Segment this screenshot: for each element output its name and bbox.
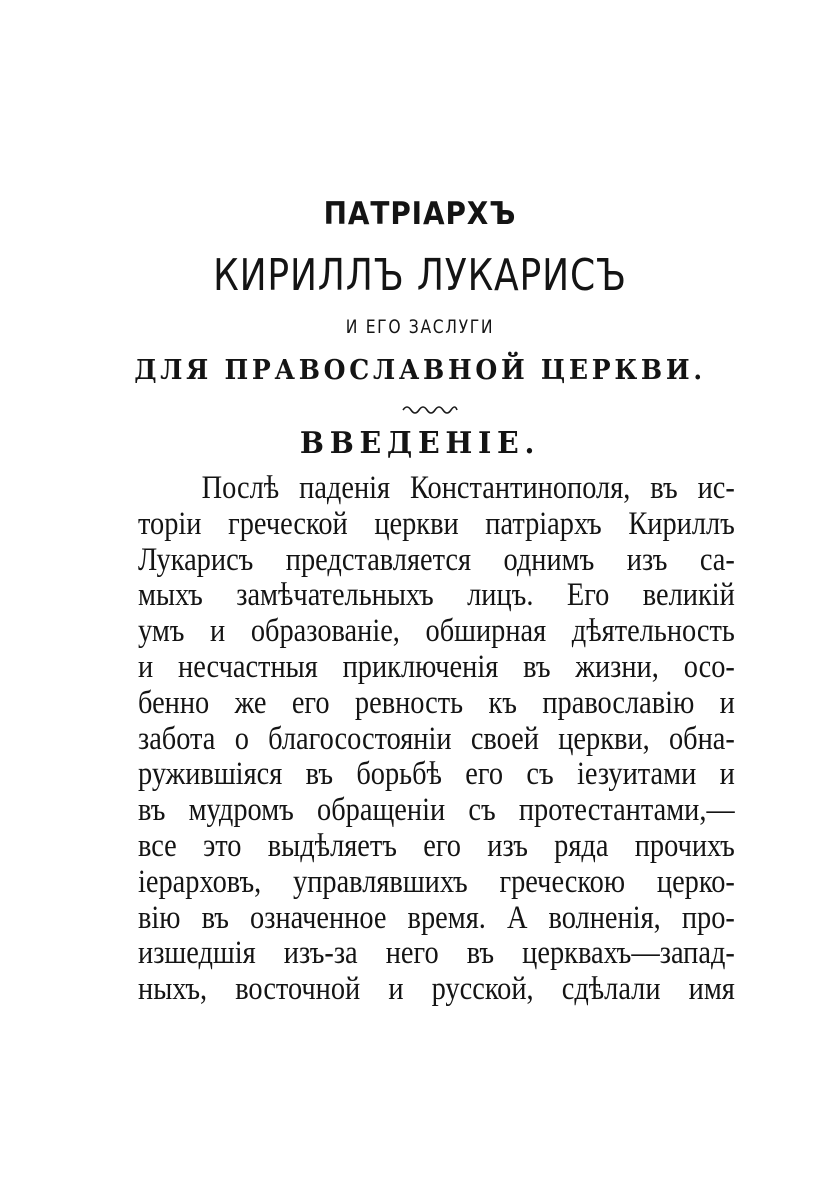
body-line: іерарховъ, управлявшихъ греческою церко- <box>138 864 735 900</box>
body-line: въ мудромъ обращеніи съ протестантами,— <box>138 793 735 829</box>
body-text <box>138 471 735 1008</box>
title-line-merits: И ЕГО ЗАСЛУГИ <box>345 316 495 338</box>
body-line: торіи греческой церкви патріархъ Кириллъ <box>138 506 735 542</box>
body-line: бенно же его ревность къ православію и <box>138 685 735 721</box>
title-line-patriarch: ПАТРІАРХЪ <box>323 196 517 232</box>
body-line: умъ и образованіе, обширная дѣятельность <box>138 614 735 650</box>
title-line-name: КИРИЛЛЪ ЛУКАРИСЪ <box>213 250 627 301</box>
title-line-church: ДЛЯ ПРАВОСЛАВНОЙ ЦЕРКВИ. <box>134 355 706 386</box>
body-line: и несчастныя приключенія въ жизни, осо- <box>138 649 735 685</box>
body-line: мыхъ замѣчательныхъ лицъ. Его великій <box>138 578 735 614</box>
body-line: забота о благосостояніи своей церкви, обна- <box>138 721 735 757</box>
section-heading: ВВЕДЕНІЕ. <box>299 426 541 461</box>
body-line: ружившіяся въ борьбѣ его съ іезуитами и <box>138 757 735 793</box>
body-line: Послѣ паденія Константинополя, въ ис- <box>201 471 735 506</box>
body-line: все это выдѣляетъ его изъ ряда прочихъ <box>138 828 735 864</box>
body-line: Лукарисъ представляется однимъ изъ са- <box>138 542 735 578</box>
body-line: ныхъ, восточной и русской, сдѣлали имя <box>138 972 735 1008</box>
body-line: вію въ означенное время. А волненія, про- <box>138 900 735 936</box>
wave-ornament-icon <box>401 402 459 416</box>
body-line: изшедшія изъ-за него въ церквахъ—запад- <box>138 936 735 972</box>
